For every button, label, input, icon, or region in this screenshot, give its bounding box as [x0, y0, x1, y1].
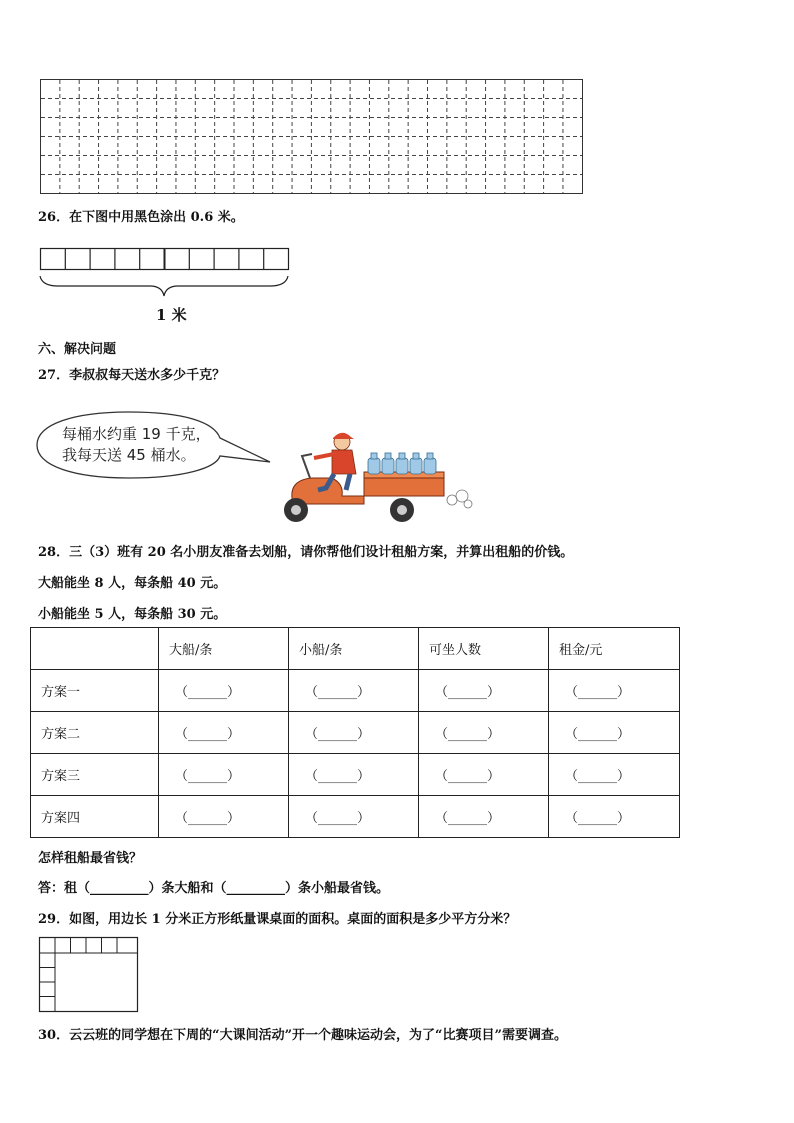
- row-label: 方案二: [31, 712, 159, 754]
- answer-blank[interactable]: （______）: [419, 670, 549, 712]
- table-row: [31, 712, 680, 754]
- answer-blank[interactable]: （______）: [289, 754, 419, 796]
- bubble-line-1: 每桶水约重 19 千克，: [62, 425, 211, 443]
- table-row: [31, 796, 680, 838]
- bubble-line-2: 我每天送 45 桶水。: [62, 446, 196, 464]
- delivery-tricycle-illustration: [272, 428, 482, 528]
- header-cell: 小船/条: [289, 628, 419, 670]
- answer-blank[interactable]: （______）: [549, 670, 680, 712]
- question-28-followup: 怎样租船最省钱？: [38, 851, 143, 866]
- row-label: 方案三: [31, 754, 159, 796]
- writing-grid: [40, 79, 584, 195]
- rental-plan-table: [30, 627, 680, 838]
- answer-blank[interactable]: （______）: [159, 796, 289, 838]
- answer-blank[interactable]: （______）: [289, 796, 419, 838]
- table-header-row: [31, 628, 680, 670]
- ruler-strip: [38, 246, 294, 302]
- header-cell: 租金/元: [549, 628, 680, 670]
- answer-blank[interactable]: （______）: [419, 754, 549, 796]
- question-28: 28．三（3）班有 20 名小朋友准备去划船，请你帮他们设计租船方案，并算出租船的价钱。: [38, 545, 574, 560]
- header-cell: 可坐人数: [419, 628, 549, 670]
- answer-blank[interactable]: （______）: [549, 754, 680, 796]
- answer-blank[interactable]: （______）: [419, 712, 549, 754]
- answer-blank[interactable]: （______）: [159, 670, 289, 712]
- row-label: 方案一: [31, 670, 159, 712]
- question-26: 26．在下图中用黑色涂出 0.6 米。: [38, 210, 244, 225]
- question-29: 29．如图，用边长 1 分米正方形纸量课桌面的面积。桌面的面积是多少平方分米？: [38, 912, 517, 927]
- answer-blank[interactable]: （______）: [159, 712, 289, 754]
- brace: [40, 276, 288, 296]
- one-meter-label: 1 米: [156, 306, 187, 324]
- section-heading: 六、解决问题: [38, 342, 117, 357]
- answer-blank[interactable]: （______）: [549, 712, 680, 754]
- answer-blank[interactable]: （______）: [159, 754, 289, 796]
- answer-blank[interactable]: （______）: [549, 796, 680, 838]
- big-boat-info: 大船能坐 8 人，每条船 40 元。: [38, 576, 227, 591]
- table-row: [31, 754, 680, 796]
- small-boat-info: 小船能坐 5 人，每条船 30 元。: [38, 607, 227, 622]
- row-label: 方案四: [31, 796, 159, 838]
- answer-blank[interactable]: （______）: [419, 796, 549, 838]
- desk-measure-diagram: [38, 936, 140, 1014]
- question-30: 30．云云班的同学想在下周的“大课间活动”开一个趣味运动会，为了“比赛项目”需要调查。: [38, 1028, 568, 1043]
- answer-blank[interactable]: （______）: [289, 670, 419, 712]
- water-bottles: [368, 453, 436, 474]
- header-cell: [31, 628, 159, 670]
- question-28-answer[interactable]: 答：租（_________）条大船和（_________）条小船最省钱。: [38, 881, 390, 896]
- answer-blank[interactable]: （______）: [289, 712, 419, 754]
- header-cell: 大船/条: [159, 628, 289, 670]
- question-27: 27．李叔叔每天送水多少千克？: [38, 368, 226, 383]
- table-row: [31, 670, 680, 712]
